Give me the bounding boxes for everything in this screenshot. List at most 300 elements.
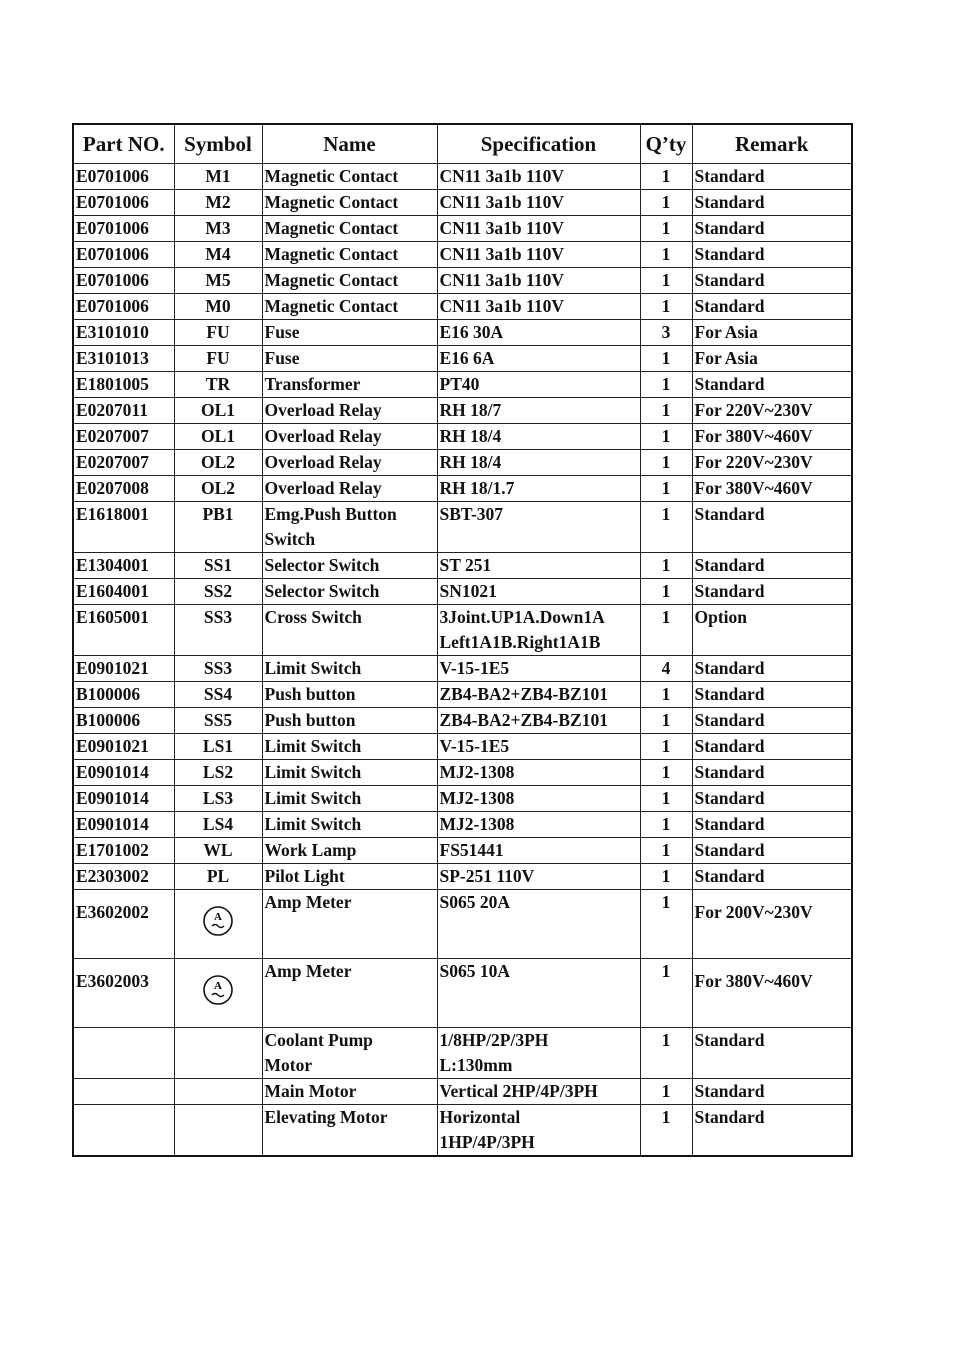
cell-qty-text: 1 bbox=[661, 607, 671, 627]
cell-symbol-text: SS2 bbox=[203, 581, 233, 601]
table-row bbox=[73, 398, 852, 424]
cell-specification bbox=[437, 959, 640, 1028]
cell-qty bbox=[640, 320, 692, 346]
cell-specification bbox=[437, 294, 640, 320]
cell-qty-text: 4 bbox=[661, 658, 671, 678]
cell-specification-text: SBT-307 bbox=[439, 504, 504, 524]
cell-specification-text: E16 6A bbox=[439, 348, 495, 368]
table-row bbox=[73, 372, 852, 398]
cell-part-no bbox=[73, 760, 174, 786]
cell-symbol bbox=[174, 682, 262, 708]
cell-name bbox=[262, 424, 437, 450]
cell-specification bbox=[437, 1105, 640, 1157]
cell-remark-text: Standard bbox=[694, 504, 765, 524]
cell-qty bbox=[640, 476, 692, 502]
cell-part-no bbox=[73, 476, 174, 502]
cell-part-no bbox=[73, 294, 174, 320]
cell-name-text: Limit Switch bbox=[264, 788, 362, 808]
cell-name-text: Work Lamp bbox=[264, 840, 357, 860]
cell-qty bbox=[640, 1028, 692, 1079]
cell-qty-text: 1 bbox=[661, 244, 671, 264]
cell-symbol bbox=[174, 346, 262, 372]
cell-symbol bbox=[174, 502, 262, 553]
cell-name-text: Overload Relay bbox=[264, 478, 382, 498]
cell-symbol-text: SS3 bbox=[203, 607, 233, 627]
cell-name bbox=[262, 838, 437, 864]
cell-remark-text: Standard bbox=[694, 270, 765, 290]
table-row bbox=[73, 502, 852, 553]
cell-specification-text: 3Joint.UP1A.Down1A bbox=[439, 607, 605, 627]
cell-specification-text: RH 18/4 bbox=[439, 452, 502, 472]
cell-qty-text: 1 bbox=[661, 684, 671, 704]
cell-name bbox=[262, 553, 437, 579]
cell-symbol-text: OL1 bbox=[200, 426, 236, 446]
cell-part-no bbox=[73, 268, 174, 294]
cell-specification-text: CN11 3a1b 110V bbox=[439, 192, 564, 212]
cell-part-no bbox=[73, 346, 174, 372]
table-row bbox=[73, 164, 852, 190]
cell-name-text: Elevating Motor bbox=[264, 1107, 388, 1127]
table-row bbox=[73, 786, 852, 812]
cell-qty bbox=[640, 294, 692, 320]
cell-name bbox=[262, 216, 437, 242]
cell-qty bbox=[640, 812, 692, 838]
cell-part-no-text: E3101013 bbox=[76, 348, 149, 368]
cell-symbol-text: SS4 bbox=[203, 684, 233, 704]
cell-part-no-text: E0701006 bbox=[76, 270, 149, 290]
cell-specification bbox=[437, 164, 640, 190]
cell-part-no-text: E0701006 bbox=[76, 244, 149, 264]
cell-remark bbox=[692, 164, 852, 190]
cell-name-text: Magnetic Contact bbox=[264, 244, 399, 264]
cell-name bbox=[262, 164, 437, 190]
cell-symbol bbox=[174, 268, 262, 294]
cell-remark-text: Standard bbox=[694, 192, 765, 212]
cell-specification-text: CN11 3a1b 110V bbox=[439, 218, 564, 238]
cell-part-no bbox=[73, 579, 174, 605]
cell-symbol-text: M3 bbox=[205, 218, 231, 238]
cell-part-no-text: E1701002 bbox=[76, 840, 149, 860]
cell-specification-text-line2: 1HP/4P/3PH bbox=[439, 1132, 535, 1152]
cell-qty bbox=[640, 242, 692, 268]
cell-qty-text: 1 bbox=[661, 218, 671, 238]
cell-qty-text: 1 bbox=[661, 400, 671, 420]
cell-remark-text: Standard bbox=[694, 374, 765, 394]
cell-part-no-text: E1604001 bbox=[76, 581, 149, 601]
cell-qty-text: 1 bbox=[661, 1107, 671, 1127]
header-specification: Specification bbox=[437, 124, 640, 164]
cell-specification-text: FS51441 bbox=[439, 840, 504, 860]
cell-name bbox=[262, 708, 437, 734]
cell-qty bbox=[640, 760, 692, 786]
cell-remark bbox=[692, 1079, 852, 1105]
cell-specification-text: CN11 3a1b 110V bbox=[439, 296, 564, 316]
cell-symbol-text: M1 bbox=[205, 166, 231, 186]
cell-qty bbox=[640, 450, 692, 476]
cell-qty-text: 1 bbox=[661, 892, 671, 912]
cell-remark-text: Standard bbox=[694, 555, 765, 575]
cell-name bbox=[262, 812, 437, 838]
cell-specification-text: V-15-1E5 bbox=[439, 736, 510, 756]
cell-symbol bbox=[174, 812, 262, 838]
cell-qty bbox=[640, 216, 692, 242]
cell-remark bbox=[692, 242, 852, 268]
cell-part-no-text: B100006 bbox=[76, 710, 141, 730]
cell-remark-text: For 220V~230V bbox=[694, 400, 813, 420]
cell-part-no bbox=[73, 656, 174, 682]
table-row bbox=[73, 1028, 852, 1079]
cell-part-no-text: E0207008 bbox=[76, 478, 149, 498]
cell-remark-text: For Asia bbox=[694, 322, 758, 342]
cell-specification bbox=[437, 476, 640, 502]
cell-qty bbox=[640, 346, 692, 372]
cell-qty bbox=[640, 864, 692, 890]
cell-name bbox=[262, 242, 437, 268]
table-row bbox=[73, 864, 852, 890]
cell-symbol bbox=[174, 1079, 262, 1105]
cell-symbol bbox=[174, 760, 262, 786]
cell-symbol-text: M5 bbox=[205, 270, 231, 290]
cell-qty bbox=[640, 502, 692, 553]
cell-part-no bbox=[73, 216, 174, 242]
cell-specification bbox=[437, 682, 640, 708]
cell-remark bbox=[692, 502, 852, 553]
cell-specification-text: CN11 3a1b 110V bbox=[439, 166, 564, 186]
cell-part-no bbox=[73, 1105, 174, 1157]
cell-specification bbox=[437, 424, 640, 450]
cell-remark-text: Standard bbox=[694, 866, 765, 886]
cell-part-no-text: E0701006 bbox=[76, 296, 149, 316]
cell-part-no-text: E0901014 bbox=[76, 814, 149, 834]
table-row bbox=[73, 424, 852, 450]
cell-specification-text: MJ2-1308 bbox=[439, 814, 515, 834]
cell-part-no bbox=[73, 682, 174, 708]
cell-name-text: Fuse bbox=[264, 348, 300, 368]
cell-name-text: Limit Switch bbox=[264, 736, 362, 756]
cell-symbol bbox=[174, 890, 262, 959]
cell-remark-text: Standard bbox=[694, 762, 765, 782]
cell-remark bbox=[692, 656, 852, 682]
cell-symbol-text: TR bbox=[205, 374, 231, 394]
cell-part-no-text: E3602002 bbox=[76, 902, 149, 922]
cell-specification-text: Vertical 2HP/4P/3PH bbox=[439, 1081, 598, 1101]
cell-qty-text: 1 bbox=[661, 788, 671, 808]
cell-specification-text: PT40 bbox=[439, 374, 480, 394]
cell-name bbox=[262, 734, 437, 760]
cell-specification-text-line2: Left1A1B.Right1A1B bbox=[439, 632, 601, 652]
cell-remark bbox=[692, 398, 852, 424]
cell-specification bbox=[437, 734, 640, 760]
cell-remark-text: For Asia bbox=[694, 348, 758, 368]
cell-symbol bbox=[174, 398, 262, 424]
table-row bbox=[73, 1079, 852, 1105]
cell-remark-text: Standard bbox=[694, 710, 765, 730]
cell-remark bbox=[692, 476, 852, 502]
table-row bbox=[73, 812, 852, 838]
cell-name bbox=[262, 656, 437, 682]
table-row bbox=[73, 476, 852, 502]
cell-qty bbox=[640, 838, 692, 864]
cell-part-no bbox=[73, 398, 174, 424]
ammeter-icon bbox=[202, 974, 234, 1006]
header-name: Name bbox=[262, 124, 437, 164]
cell-specification bbox=[437, 450, 640, 476]
table-row bbox=[73, 190, 852, 216]
cell-remark-text: Standard bbox=[694, 788, 765, 808]
cell-part-no bbox=[73, 553, 174, 579]
table-row bbox=[73, 320, 852, 346]
cell-specification bbox=[437, 579, 640, 605]
cell-name bbox=[262, 605, 437, 656]
cell-remark-text: For 200V~230V bbox=[694, 902, 813, 922]
cell-part-no bbox=[73, 605, 174, 656]
cell-remark-text: Standard bbox=[694, 840, 765, 860]
cell-part-no-text: E3101010 bbox=[76, 322, 149, 342]
table-row bbox=[73, 890, 852, 959]
cell-part-no bbox=[73, 502, 174, 553]
cell-symbol bbox=[174, 424, 262, 450]
cell-name bbox=[262, 268, 437, 294]
table-row bbox=[73, 346, 852, 372]
cell-specification-text: MJ2-1308 bbox=[439, 762, 515, 782]
cell-specification bbox=[437, 216, 640, 242]
cell-remark-text: Standard bbox=[694, 658, 765, 678]
table-row bbox=[73, 708, 852, 734]
cell-remark-text: For 380V~460V bbox=[694, 426, 813, 446]
cell-name bbox=[262, 398, 437, 424]
cell-name-text: Magnetic Contact bbox=[264, 218, 399, 238]
cell-qty-text: 1 bbox=[661, 736, 671, 756]
cell-qty-text: 1 bbox=[661, 581, 671, 601]
cell-remark-text: Standard bbox=[694, 244, 765, 264]
cell-part-no-text: E0701006 bbox=[76, 192, 149, 212]
cell-symbol bbox=[174, 1028, 262, 1079]
table-row bbox=[73, 605, 852, 656]
cell-qty bbox=[640, 268, 692, 294]
cell-name-text: Coolant Pump bbox=[264, 1030, 373, 1050]
cell-specification-text: Horizontal bbox=[439, 1107, 521, 1127]
cell-qty bbox=[640, 959, 692, 1028]
cell-specification-text: RH 18/7 bbox=[439, 400, 502, 420]
cell-specification-text: 1/8HP/2P/3PH bbox=[439, 1030, 549, 1050]
cell-qty bbox=[640, 786, 692, 812]
cell-remark bbox=[692, 372, 852, 398]
cell-part-no bbox=[73, 450, 174, 476]
cell-specification-text: SP-251 110V bbox=[439, 866, 535, 886]
cell-symbol-text: LS2 bbox=[202, 762, 234, 782]
cell-remark-text: Standard bbox=[694, 736, 765, 756]
cell-part-no-text: E1801005 bbox=[76, 374, 149, 394]
cell-name bbox=[262, 890, 437, 959]
cell-symbol bbox=[174, 708, 262, 734]
cell-part-no-text: E0901021 bbox=[76, 736, 149, 756]
cell-remark-text: Standard bbox=[694, 166, 765, 186]
cell-specification bbox=[437, 1079, 640, 1105]
cell-remark bbox=[692, 553, 852, 579]
cell-specification bbox=[437, 346, 640, 372]
cell-specification bbox=[437, 268, 640, 294]
cell-specification-text: ZB4-BA2+ZB4-BZ101 bbox=[439, 684, 608, 704]
cell-part-no-text: E0901014 bbox=[76, 762, 149, 782]
cell-symbol-text: FU bbox=[206, 322, 230, 342]
cell-qty bbox=[640, 398, 692, 424]
table-row bbox=[73, 959, 852, 1028]
cell-remark bbox=[692, 424, 852, 450]
cell-symbol bbox=[174, 959, 262, 1028]
cell-remark bbox=[692, 838, 852, 864]
cell-symbol-text: LS1 bbox=[202, 736, 234, 756]
cell-remark bbox=[692, 786, 852, 812]
cell-part-no-text: E0207007 bbox=[76, 452, 149, 472]
cell-part-no bbox=[73, 890, 174, 959]
cell-symbol bbox=[174, 1105, 262, 1157]
cell-part-no-text: B100006 bbox=[76, 684, 141, 704]
cell-qty-text: 1 bbox=[661, 1081, 671, 1101]
cell-name-text: Emg.Push Button bbox=[264, 504, 397, 524]
table-row bbox=[73, 579, 852, 605]
cell-part-no bbox=[73, 708, 174, 734]
table-row bbox=[73, 760, 852, 786]
cell-name-text: Amp Meter bbox=[264, 961, 352, 981]
cell-remark bbox=[692, 682, 852, 708]
cell-name-text: Overload Relay bbox=[264, 400, 382, 420]
cell-remark-text: Standard bbox=[694, 814, 765, 834]
ammeter-icon bbox=[202, 905, 234, 937]
cell-specification-text: CN11 3a1b 110V bbox=[439, 244, 564, 264]
cell-specification bbox=[437, 760, 640, 786]
cell-specification bbox=[437, 605, 640, 656]
cell-specification-text: MJ2-1308 bbox=[439, 788, 515, 808]
cell-symbol-text: M2 bbox=[205, 192, 231, 212]
cell-qty bbox=[640, 682, 692, 708]
cell-part-no bbox=[73, 812, 174, 838]
cell-specification bbox=[437, 1028, 640, 1079]
cell-qty bbox=[640, 605, 692, 656]
cell-name-text: Magnetic Contact bbox=[264, 270, 399, 290]
cell-qty bbox=[640, 656, 692, 682]
cell-remark bbox=[692, 216, 852, 242]
cell-specification-text-line2: L:130mm bbox=[439, 1055, 513, 1075]
cell-symbol bbox=[174, 164, 262, 190]
cell-symbol-text: OL1 bbox=[200, 400, 236, 420]
cell-name bbox=[262, 1028, 437, 1079]
cell-remark-text: Standard bbox=[694, 684, 765, 704]
cell-qty-text: 1 bbox=[661, 348, 671, 368]
cell-specification-text: E16 30A bbox=[439, 322, 504, 342]
cell-remark bbox=[692, 890, 852, 959]
cell-remark-text: Standard bbox=[694, 581, 765, 601]
cell-name-text: Magnetic Contact bbox=[264, 166, 399, 186]
cell-symbol-text: PL bbox=[206, 866, 230, 886]
cell-specification bbox=[437, 398, 640, 424]
cell-remark bbox=[692, 864, 852, 890]
cell-specification bbox=[437, 864, 640, 890]
table-row bbox=[73, 1105, 852, 1157]
cell-remark bbox=[692, 294, 852, 320]
cell-name-text: Limit Switch bbox=[264, 814, 362, 834]
cell-name bbox=[262, 959, 437, 1028]
cell-name-text: Limit Switch bbox=[264, 762, 362, 782]
cell-part-no bbox=[73, 424, 174, 450]
cell-qty-text: 1 bbox=[661, 478, 671, 498]
cell-remark-text: Standard bbox=[694, 1030, 765, 1050]
cell-qty-text: 3 bbox=[661, 322, 671, 342]
table-row bbox=[73, 682, 852, 708]
cell-remark bbox=[692, 320, 852, 346]
cell-specification bbox=[437, 812, 640, 838]
table-row bbox=[73, 268, 852, 294]
cell-qty bbox=[640, 164, 692, 190]
cell-qty bbox=[640, 1079, 692, 1105]
cell-part-no bbox=[73, 1028, 174, 1079]
cell-qty bbox=[640, 190, 692, 216]
cell-symbol-text: SS3 bbox=[203, 658, 233, 678]
cell-remark bbox=[692, 760, 852, 786]
table-row bbox=[73, 450, 852, 476]
cell-name-text: Magnetic Contact bbox=[264, 192, 399, 212]
cell-name-text-line2: Motor bbox=[264, 1055, 313, 1075]
cell-name-text: Selector Switch bbox=[264, 555, 380, 575]
cell-part-no-text: E2303002 bbox=[76, 866, 149, 886]
cell-remark bbox=[692, 1105, 852, 1157]
cell-name bbox=[262, 786, 437, 812]
cell-symbol bbox=[174, 656, 262, 682]
cell-qty-text: 1 bbox=[661, 1030, 671, 1050]
cell-part-no bbox=[73, 864, 174, 890]
cell-symbol bbox=[174, 294, 262, 320]
cell-symbol bbox=[174, 864, 262, 890]
cell-part-no bbox=[73, 190, 174, 216]
cell-qty-text: 1 bbox=[661, 452, 671, 472]
cell-name-text: Selector Switch bbox=[264, 581, 380, 601]
cell-name-text: Transformer bbox=[264, 374, 361, 394]
cell-symbol-text: M0 bbox=[205, 296, 231, 316]
cell-part-no bbox=[73, 734, 174, 760]
cell-specification bbox=[437, 708, 640, 734]
cell-symbol bbox=[174, 579, 262, 605]
parts-table-body bbox=[73, 164, 852, 1157]
cell-symbol bbox=[174, 190, 262, 216]
table-header-row bbox=[73, 124, 852, 164]
cell-part-no-text: E1304001 bbox=[76, 555, 149, 575]
cell-remark bbox=[692, 605, 852, 656]
cell-part-no-text: E3602003 bbox=[76, 971, 149, 991]
cell-name bbox=[262, 682, 437, 708]
cell-name bbox=[262, 476, 437, 502]
cell-name bbox=[262, 579, 437, 605]
cell-name-text: Overload Relay bbox=[264, 452, 382, 472]
cell-specification-text: ST 251 bbox=[439, 555, 492, 575]
cell-symbol bbox=[174, 605, 262, 656]
table-row bbox=[73, 656, 852, 682]
cell-qty bbox=[640, 553, 692, 579]
cell-qty-text: 1 bbox=[661, 710, 671, 730]
header-symbol: Symbol bbox=[174, 124, 262, 164]
cell-remark bbox=[692, 959, 852, 1028]
cell-specification bbox=[437, 502, 640, 553]
cell-remark bbox=[692, 812, 852, 838]
cell-name-text: Magnetic Contact bbox=[264, 296, 399, 316]
cell-specification-text: V-15-1E5 bbox=[439, 658, 510, 678]
cell-specification bbox=[437, 190, 640, 216]
cell-qty-text: 1 bbox=[661, 374, 671, 394]
cell-specification-text: ZB4-BA2+ZB4-BZ101 bbox=[439, 710, 608, 730]
cell-name-text: Push button bbox=[264, 684, 356, 704]
cell-qty bbox=[640, 708, 692, 734]
cell-qty-text: 1 bbox=[661, 961, 671, 981]
cell-name bbox=[262, 502, 437, 553]
svg-text:A: A bbox=[214, 910, 222, 923]
